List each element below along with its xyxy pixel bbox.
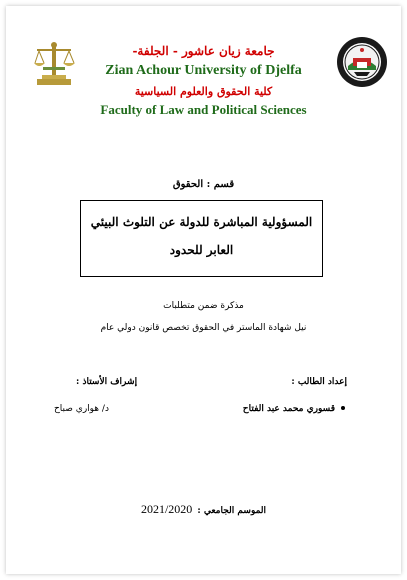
thesis-title-line-2: العابر للحدود xyxy=(169,243,234,257)
department-label: قسم : الحقوق xyxy=(172,179,235,190)
thesis-title-box xyxy=(80,200,323,277)
faculty-name-english: Faculty of Law and Political Sciences xyxy=(100,102,307,117)
student-name: قسوري محمد عبد الفتاح xyxy=(242,404,335,414)
academic-year-value: 2021/2020 xyxy=(140,502,193,516)
supervisor-label: إشراف الأستاذ : xyxy=(76,377,138,387)
memo-line-1: مذكرة ضمن متطلبات xyxy=(163,301,244,311)
supervisor-name: د/ هواري صباح xyxy=(54,404,109,414)
university-name-arabic: جامعة زيان عاشور - الجلفة- xyxy=(132,44,275,58)
student-label: إعداد الطالب : xyxy=(291,377,347,387)
bullet-icon xyxy=(341,406,345,410)
faculty-name-arabic: كلية الحقوق والعلوم السياسية xyxy=(134,85,273,98)
document-page xyxy=(6,6,401,574)
thesis-title-line-1: المسؤولية المباشرة للدولة عن التلوث البيئي xyxy=(90,215,313,229)
academic-year-label: الموسم الجامعي : xyxy=(197,506,267,516)
memo-line-2: نيل شهادة الماستر في الحقوق تخصص قانون دولي عام xyxy=(100,323,307,333)
university-name-english: Zian Achour University of Djelfa xyxy=(105,63,302,78)
academic-year xyxy=(6,498,401,517)
